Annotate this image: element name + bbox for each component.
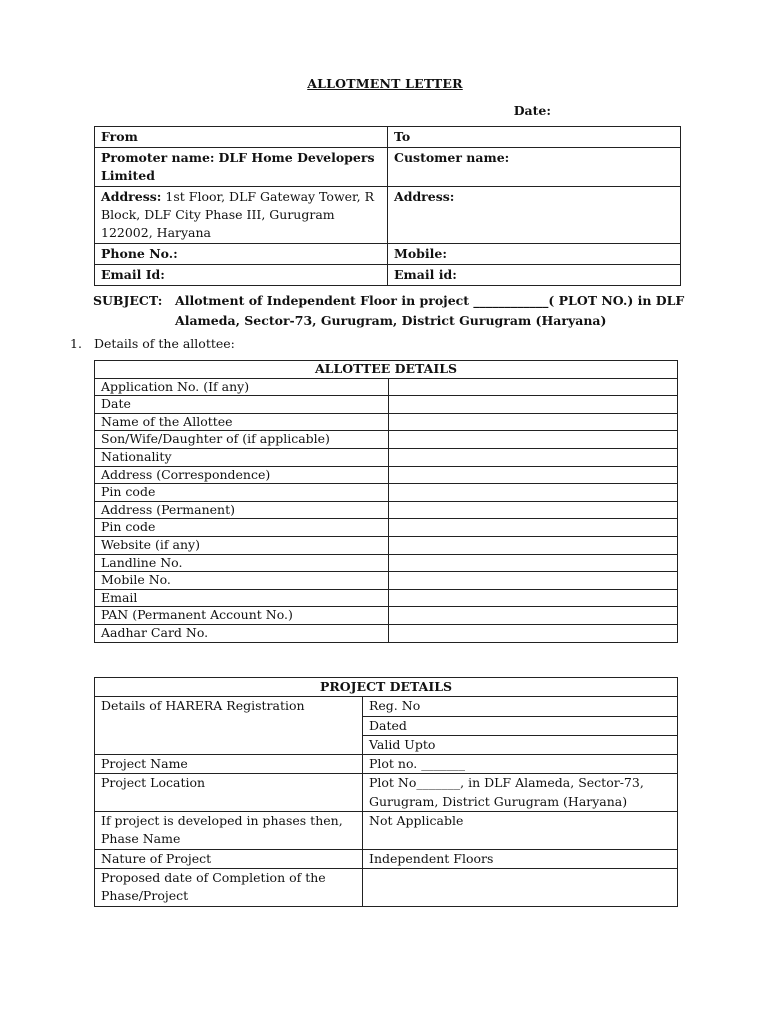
allottee-row-label: Address (Permanent): [95, 501, 389, 519]
promoter-address-cell: [95, 187, 388, 244]
harera-label: Details of HARERA Registration: [95, 697, 363, 716]
subject-label: SUBJECT:: [93, 293, 163, 308]
allottee-row: [95, 466, 678, 484]
completion-label: Proposed date of Completion of the Phase/Project: [95, 868, 363, 906]
completion-value: [363, 868, 678, 906]
allottee-row-value[interactable]: [389, 572, 678, 590]
address-label: Address:: [101, 189, 162, 204]
from-label: From: [95, 127, 388, 148]
customer-name-label: Customer name:: [388, 148, 681, 187]
harera-spacer-2: [95, 735, 363, 754]
allottee-row-value[interactable]: [389, 413, 678, 431]
promoter-cell: [95, 148, 388, 187]
from-to-table: [94, 126, 681, 286]
allottee-row: [95, 501, 678, 519]
project-name-label: Project Name: [95, 755, 363, 774]
phases-value: Not Applicable: [363, 812, 678, 850]
project-details-table: [94, 677, 678, 907]
allottee-row-label: Address (Correspondence): [95, 466, 389, 484]
allottee-row-label: Pin code: [95, 484, 389, 502]
section-1-text: Details of the allottee:: [94, 336, 235, 351]
allottee-row-label: Nationality: [95, 448, 389, 466]
nature-value: Independent Floors: [363, 849, 678, 868]
allottee-row: [95, 448, 678, 466]
customer-address-label: Address:: [388, 187, 681, 244]
customer-email-label: Email id:: [388, 265, 681, 286]
allottee-details-table: [94, 360, 678, 643]
allottee-row-value[interactable]: [389, 519, 678, 537]
allottee-row: [95, 607, 678, 625]
allottee-details-heading: ALLOTTEE DETAILS: [95, 361, 678, 379]
reg-no-label: Reg. No: [363, 697, 678, 716]
allottee-row-value[interactable]: [389, 448, 678, 466]
promoter-label: Promoter name:: [101, 150, 215, 165]
valid-upto-label: Valid Upto: [363, 735, 678, 754]
dated-label: Dated: [363, 716, 678, 735]
document-title: ALLOTMENT LETTER: [307, 76, 463, 91]
allottee-row: [95, 396, 678, 414]
allottee-row-label: Email: [95, 589, 389, 607]
allottee-rows: [95, 378, 678, 642]
project-name-value: Plot no. _______: [363, 755, 678, 774]
date-label: Date:: [513, 103, 551, 118]
project-location-label: Project Location: [95, 774, 363, 812]
allottee-row-label: Date: [95, 396, 389, 414]
allottee-row: [95, 413, 678, 431]
promoter-name: DLF Home Developers Limited: [101, 150, 375, 183]
allottee-row: [95, 624, 678, 642]
allottee-row: [95, 519, 678, 537]
allottee-row-label: Landline No.: [95, 554, 389, 572]
mobile-label: Mobile:: [388, 244, 681, 265]
allottee-row-value[interactable]: [389, 536, 678, 554]
allottee-row: [95, 589, 678, 607]
allottee-row: [95, 572, 678, 590]
allottee-row-value[interactable]: [389, 396, 678, 414]
harera-spacer: [95, 716, 363, 735]
section-1-number: 1.: [70, 336, 82, 351]
allottee-row-label: Aadhar Card No.: [95, 624, 389, 642]
project-location-value: Plot No_______, in DLF Alameda, Sector-73, Gurugram, District Gurugram (Haryana): [363, 774, 678, 812]
phone-label: Phone No.:: [95, 244, 388, 265]
allottee-row: [95, 431, 678, 449]
allottee-row: [95, 536, 678, 554]
allottee-row-value[interactable]: [389, 466, 678, 484]
allottee-row-value[interactable]: [389, 378, 678, 396]
nature-label: Nature of Project: [95, 849, 363, 868]
allottee-row-value[interactable]: [389, 484, 678, 502]
allottee-row-value[interactable]: [389, 554, 678, 572]
allottee-row-value[interactable]: [389, 624, 678, 642]
email-label: Email Id:: [95, 265, 388, 286]
allottee-row: [95, 484, 678, 502]
to-label: To: [388, 127, 681, 148]
allottee-row: [95, 554, 678, 572]
allottee-row-value[interactable]: [389, 431, 678, 449]
allottee-row-label: Application No. (If any): [95, 378, 389, 396]
allottee-row-label: Pin code: [95, 519, 389, 537]
promoter-address: 1st Floor, DLF Gateway Tower, R Block, DLF City Phase III, Gurugram 122002, Haryana: [101, 189, 375, 240]
project-details-heading: PROJECT DETAILS: [95, 678, 678, 697]
allottee-row-label: Website (if any): [95, 536, 389, 554]
allottee-row: [95, 378, 678, 396]
allottee-row-label: Son/Wife/Daughter of (if applicable): [95, 431, 389, 449]
phases-label: If project is developed in phases then, Phase Name: [95, 812, 363, 850]
allottee-row-label: Name of the Allottee: [95, 413, 389, 431]
allottee-row-label: PAN (Permanent Account No.): [95, 607, 389, 625]
allottee-row-value[interactable]: [389, 589, 678, 607]
allottee-row-value[interactable]: [389, 607, 678, 625]
subject-text: Allotment of Independent Floor in project ____________( PLOT NO.) in DLF Alameda, Sector-73, Gurugram, District Gurugram (Haryana): [175, 293, 685, 328]
allottee-row-label: Mobile No.: [95, 572, 389, 590]
allottee-row-value[interactable]: [389, 501, 678, 519]
